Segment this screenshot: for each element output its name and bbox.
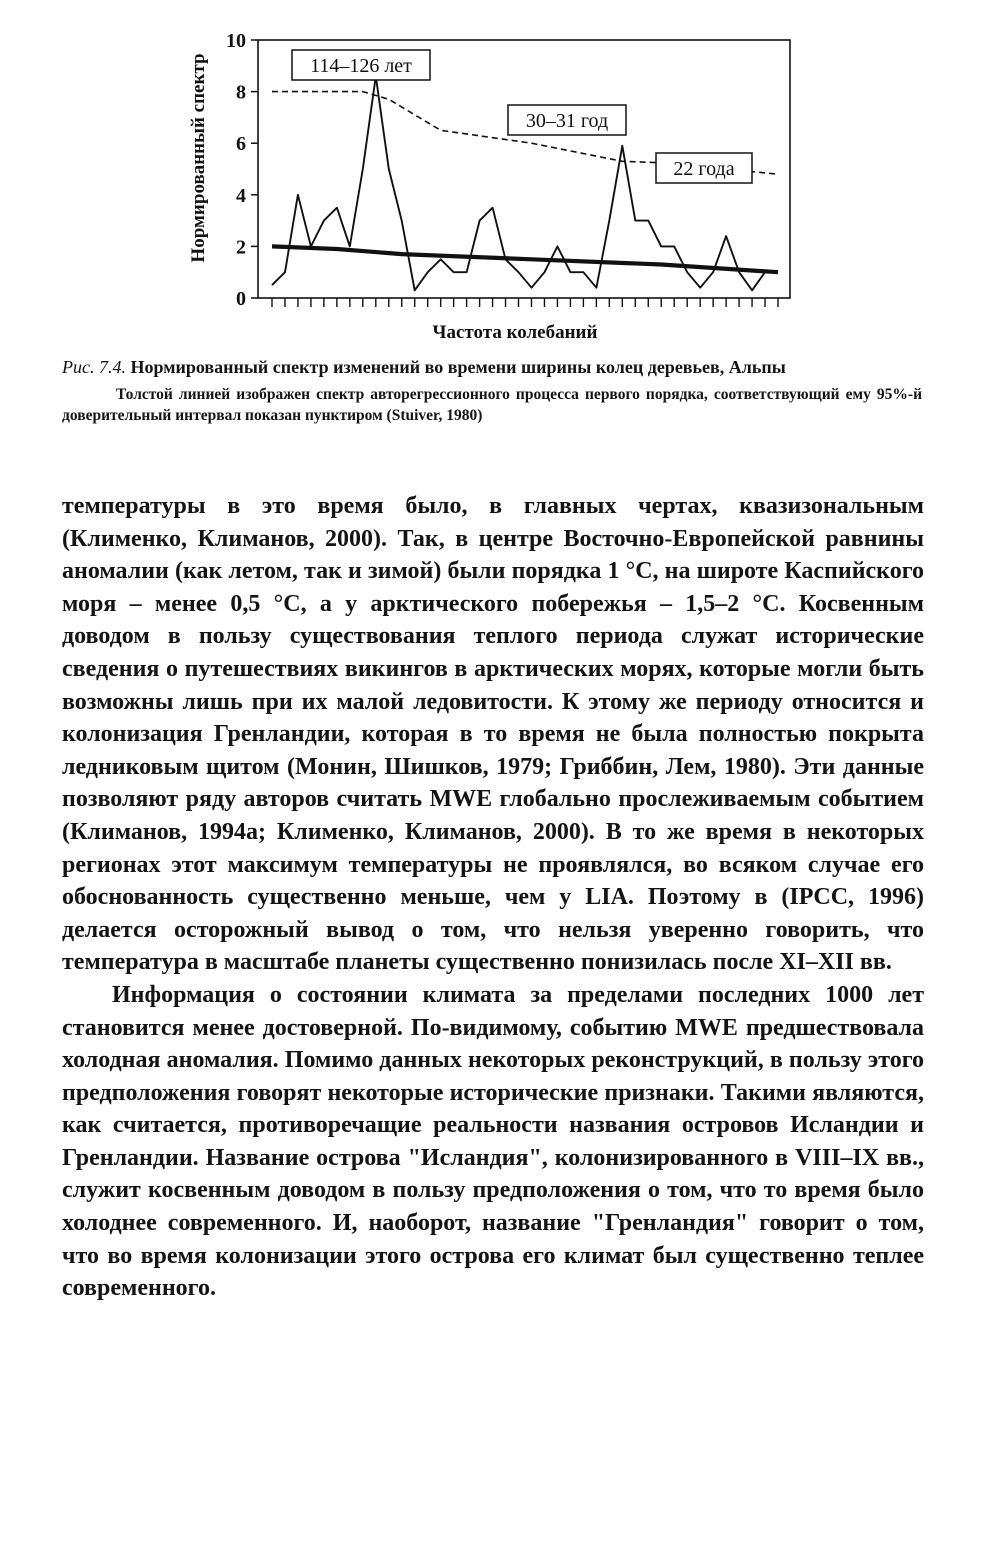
y-tick-label: 4	[236, 184, 246, 207]
annotation-label: 30–31 год	[525, 110, 609, 132]
body-text	[62, 490, 924, 1305]
y-tick-label: 0	[236, 288, 246, 310]
caption-title-line	[62, 356, 922, 378]
y-tick-label: 2	[236, 236, 246, 259]
y-tick-label: 8	[236, 81, 246, 104]
caption-title: Нормированный спектр изменений во времени ширины колец деревьев, Альпы	[130, 357, 786, 377]
spectrum-chart	[170, 18, 810, 348]
y-tick-label: 6	[236, 133, 246, 156]
figure-caption	[62, 356, 922, 426]
paragraph-2: Информация о состоянии климата за пределами последних 1000 лет становится менее достоверной. По-видимому, событию MWE предшествовала холодная аномалия. Помимо данных некоторых реконструкций, в пользу этого предположения говорят некоторые исторические признаки. Такими являются, как считается, противоречащие реальности названия островов Исландии и Гренландии. Название острова "Исландия", колонизированного в VIII–IX вв., служит косвенным доводом в пользу предположения о том, что то время было холоднее современного. И, наоборот, название "Гренландия" говорит о том, что во время колонизации этого острова его климат был существенно теплее современного.	[62, 981, 924, 1302]
caption-note: Толстой линией изображен спектр авторегрессионного процесса первого порядка, соответствующий ему 95%-й доверительный интервал показан пунктиром (Stuiver, 1980)	[62, 386, 922, 424]
y-axis-title: Нормированный спектр	[188, 53, 209, 263]
x-axis-title: Частота колебаний	[432, 322, 598, 343]
paragraph-1: температуры в это время было, в главных чертах, квазизональным (Клименко, Климанов, 2000). Так, в центре Восточно-Европейской равнины аномалии (как летом, так и зимой) были порядка 1 °С, на широте Каспийского моря – менее 0,5 °С, а у арктического побережья – 1,5–2 °С. Косвенным доводом в пользу существования теплого периода служат исторические сведения о путешествиях викингов в арктических морях, которые могли быть возможны лишь при их малой ледовитости. К этому же периоду относится и колонизация Гренландии, которая в то время не была полностью покрыта ледниковым щитом (Монин, Шишков, 1979; Гриббин, Лем, 1980). Эти данные позволяют ряду авторов считать MWE глобально прослеживаемым событием (Климанов, 1994а; Клименко, Климанов, 2000). В то же время в некоторых регионах этот максимум температуры не проявлялся, во всяком случае его обоснованность существенно меньше, чем у LIA. Поэтому в (IPCC, 1996) делается осторожный вывод о том, что нельзя уверенно говорить, что температура в масштабе планеты существенно понизилась после XI–XII вв.	[62, 493, 924, 976]
annotation-label: 114–126 лет	[310, 55, 412, 77]
annotation-label: 22 года	[673, 158, 735, 180]
y-tick-label: 10	[226, 30, 246, 52]
figure-number: Рис. 7.4.	[62, 357, 126, 377]
ar1-spectrum-line	[272, 246, 778, 272]
spectrum-chart-svg	[170, 18, 810, 348]
